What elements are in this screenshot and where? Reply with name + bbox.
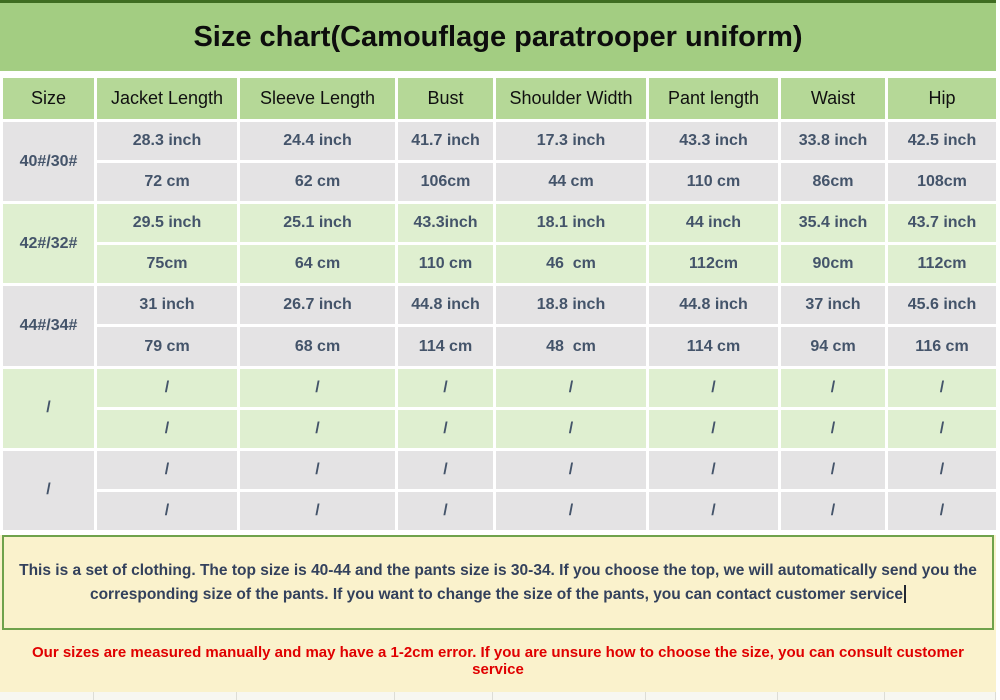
- value-cell: 18.1 inch: [495, 203, 648, 244]
- column-header-pant-length: Pant length: [648, 77, 780, 121]
- value-cell: 106cm: [397, 162, 495, 203]
- value-cell: 75cm: [96, 244, 239, 285]
- value-cell: /: [648, 490, 780, 531]
- value-cell: 43.3 inch: [648, 121, 780, 162]
- value-cell: 94 cm: [780, 326, 887, 367]
- value-cell: /: [887, 490, 998, 531]
- value-cell: /: [887, 408, 998, 449]
- value-cell: /: [495, 490, 648, 531]
- value-cell: 43.3inch: [397, 203, 495, 244]
- column-header-hip: Hip: [887, 77, 998, 121]
- value-cell: /: [495, 408, 648, 449]
- value-cell: 90cm: [780, 244, 887, 285]
- value-cell: 45.6 inch: [887, 285, 998, 326]
- cutoff-row-strip: [0, 692, 996, 700]
- value-cell: 110 cm: [648, 162, 780, 203]
- set-note-label: This is a set of clothing. The top size is 40-44 and the pants size is 30-34. If you choose the top, we will automatically send you the corresponding size of the pants. If you want to change the size of the pants, you can contact customer service: [19, 561, 977, 603]
- value-cell: /: [96, 408, 239, 449]
- table-row-inch: [2, 203, 998, 244]
- value-cell: /: [780, 449, 887, 490]
- value-cell: 35.4 inch: [780, 203, 887, 244]
- value-cell: /: [887, 367, 998, 408]
- table-row-cm: [2, 244, 998, 285]
- strip-cell: [0, 692, 94, 700]
- table-row-inch: [2, 449, 998, 490]
- value-cell: /: [96, 449, 239, 490]
- value-cell: 29.5 inch: [96, 203, 239, 244]
- value-cell: 44 cm: [495, 162, 648, 203]
- value-cell: 72 cm: [96, 162, 239, 203]
- strip-cell: [395, 692, 493, 700]
- value-cell: /: [648, 449, 780, 490]
- size-label-cell: 42#/32#: [2, 203, 96, 285]
- value-cell: 44 inch: [648, 203, 780, 244]
- value-cell: /: [239, 490, 397, 531]
- size-label-cell: /: [2, 367, 96, 449]
- value-cell: /: [96, 490, 239, 531]
- value-cell: /: [780, 490, 887, 531]
- value-cell: 62 cm: [239, 162, 397, 203]
- text-cursor: [904, 585, 906, 603]
- value-cell: /: [397, 449, 495, 490]
- strip-cell: [237, 692, 395, 700]
- strip-cell: [885, 692, 996, 700]
- value-cell: /: [239, 449, 397, 490]
- column-header-sleeve-length: Sleeve Length: [239, 77, 397, 121]
- value-cell: 18.8 inch: [495, 285, 648, 326]
- column-header-shoulder-width: Shoulder Width: [495, 77, 648, 121]
- table-header-row: [2, 77, 998, 121]
- value-cell: /: [96, 367, 239, 408]
- value-cell: /: [495, 449, 648, 490]
- value-cell: 112cm: [648, 244, 780, 285]
- value-cell: /: [648, 367, 780, 408]
- title-band: [0, 3, 996, 71]
- table-row-cm: [2, 490, 998, 531]
- value-cell: 114 cm: [648, 326, 780, 367]
- value-cell: 64 cm: [239, 244, 397, 285]
- table-row-cm: [2, 162, 998, 203]
- size-label-cell: 40#/30#: [2, 121, 96, 203]
- value-cell: 114 cm: [397, 326, 495, 367]
- value-cell: 28.3 inch: [96, 121, 239, 162]
- value-cell: 33.8 inch: [780, 121, 887, 162]
- value-cell: 116 cm: [887, 326, 998, 367]
- error-note-band: [0, 630, 996, 692]
- strip-cell: [778, 692, 885, 700]
- value-cell: 41.7 inch: [397, 121, 495, 162]
- set-note-text: [14, 559, 982, 607]
- value-cell: 68 cm: [239, 326, 397, 367]
- error-note-text: Our sizes are measured manually and may have a 1-2cm error. If you are unsure how to choose the size, you can consult customer service: [32, 644, 964, 678]
- value-cell: /: [239, 367, 397, 408]
- value-cell: /: [397, 408, 495, 449]
- size-label-cell: 44#/34#: [2, 285, 96, 367]
- value-cell: 17.3 inch: [495, 121, 648, 162]
- size-chart-table: [0, 75, 999, 533]
- strip-cell: [493, 692, 646, 700]
- value-cell: /: [887, 449, 998, 490]
- value-cell: /: [780, 408, 887, 449]
- notes-section: [0, 535, 996, 692]
- value-cell: 46 cm: [495, 244, 648, 285]
- value-cell: 48 cm: [495, 326, 648, 367]
- value-cell: 79 cm: [96, 326, 239, 367]
- value-cell: 108cm: [887, 162, 998, 203]
- value-cell: /: [780, 367, 887, 408]
- strip-cell: [94, 692, 237, 700]
- value-cell: /: [397, 490, 495, 531]
- size-label-cell: /: [2, 449, 96, 531]
- value-cell: 43.7 inch: [887, 203, 998, 244]
- strip-cell: [646, 692, 778, 700]
- table-row-cm: [2, 408, 998, 449]
- column-header-size: Size: [2, 77, 96, 121]
- value-cell: /: [648, 408, 780, 449]
- value-cell: 24.4 inch: [239, 121, 397, 162]
- table-row-inch: [2, 285, 998, 326]
- column-header-jacket-length: Jacket Length: [96, 77, 239, 121]
- value-cell: 37 inch: [780, 285, 887, 326]
- value-cell: 42.5 inch: [887, 121, 998, 162]
- table-row-inch: [2, 121, 998, 162]
- column-header-waist: Waist: [780, 77, 887, 121]
- table-row-cm: [2, 326, 998, 367]
- column-header-bust: Bust: [397, 77, 495, 121]
- set-note-box: [2, 535, 994, 630]
- value-cell: 44.8 inch: [397, 285, 495, 326]
- value-cell: 44.8 inch: [648, 285, 780, 326]
- value-cell: 112cm: [887, 244, 998, 285]
- value-cell: 26.7 inch: [239, 285, 397, 326]
- value-cell: 31 inch: [96, 285, 239, 326]
- value-cell: 110 cm: [397, 244, 495, 285]
- value-cell: /: [397, 367, 495, 408]
- value-cell: /: [239, 408, 397, 449]
- value-cell: 86cm: [780, 162, 887, 203]
- table-row-inch: [2, 367, 998, 408]
- value-cell: /: [495, 367, 648, 408]
- value-cell: 25.1 inch: [239, 203, 397, 244]
- page-title: Size chart(Camouflage paratrooper uniform): [193, 20, 803, 53]
